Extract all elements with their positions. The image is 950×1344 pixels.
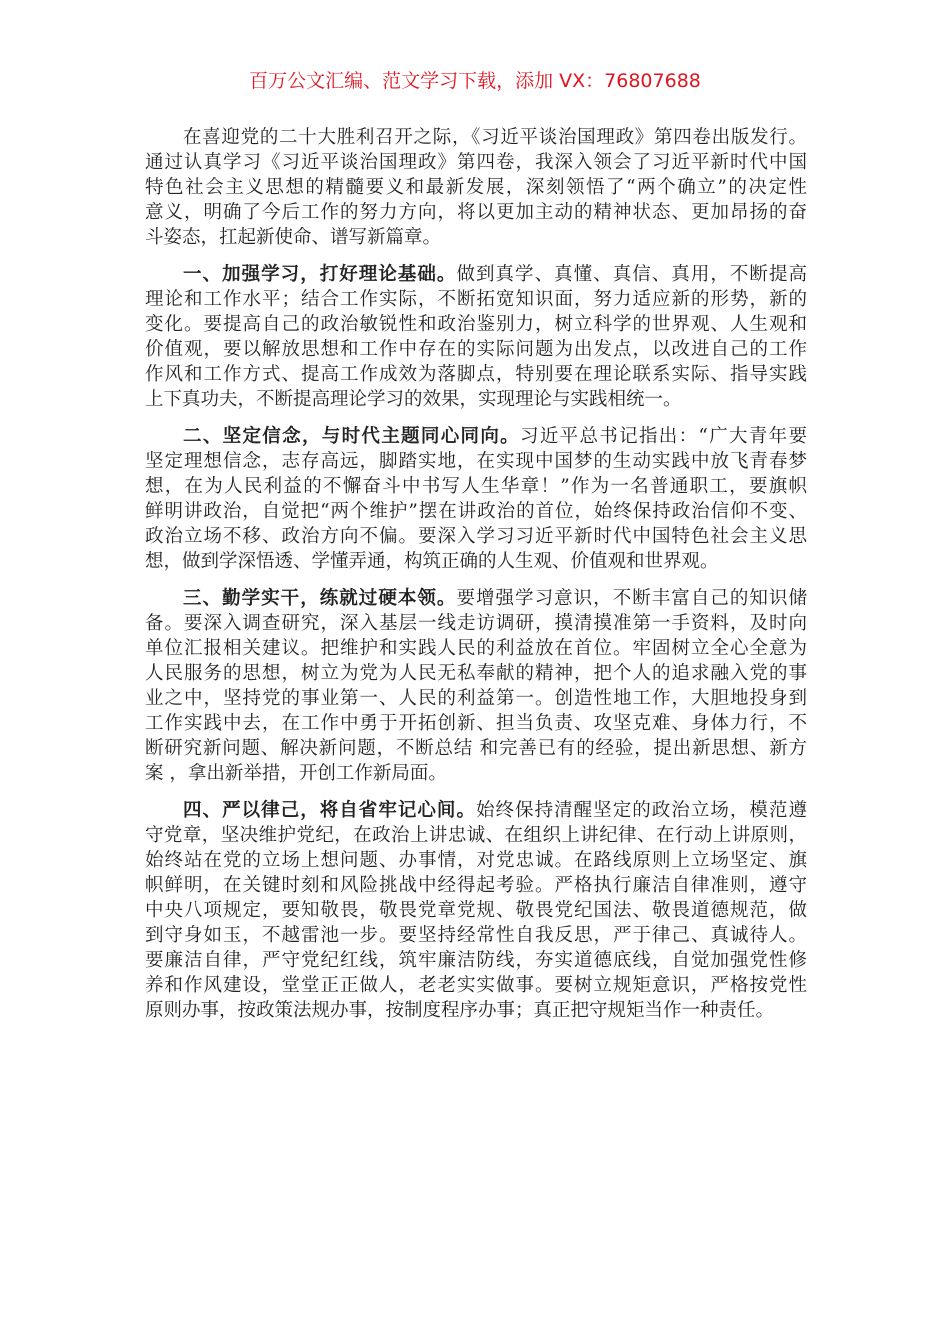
text-line	[145, 175, 807, 200]
section-heading: 一、加强学习，打好理论基础。	[183, 264, 457, 285]
text-line	[145, 686, 807, 711]
text-line	[145, 848, 807, 873]
text-line	[145, 549, 807, 574]
line-text: 在喜迎党的二十大胜利召开之际，《习近平谈治国理政》第四卷出版发行。	[183, 127, 807, 148]
line-text: 要增强学习意识，不断丰富自己的知识储	[456, 588, 807, 609]
line-text: 始终站在党的立场上想问题、办事情，对党忠诚。在路线原则上立场坚定、旗	[145, 850, 807, 871]
line-text: 帜鲜明，在关键时刻和风险挑战中经得起考验。严格执行廉洁自律准则，遵守	[145, 875, 807, 896]
line-text: 始终保持清醒坚定的政治立场，模范遵	[475, 800, 807, 821]
line-text: 备。要深入调查研究，深入基层一线走访调研，摸清摸准第一手资料，及时向	[145, 613, 807, 634]
text-line	[145, 125, 807, 150]
paragraph	[145, 125, 807, 250]
text-line	[145, 736, 807, 761]
text-line	[145, 898, 807, 923]
text-line	[145, 362, 807, 387]
watermark-header: 百万公文汇编、范文学习下载，添加 VX：76807688	[249, 70, 701, 92]
text-line	[145, 823, 807, 848]
text-line	[145, 150, 807, 175]
text-line	[145, 499, 807, 524]
line-text: 价值观，要以解放思想和工作中存在的实际问题为出发点，以改进自己的工作	[145, 339, 807, 360]
text-line	[145, 873, 807, 898]
text-line	[145, 449, 807, 474]
text-line	[145, 287, 807, 312]
line-text: 业之中，坚持党的事业第一、人民的利益第一。创造性地工作，大胆地投身到	[145, 688, 807, 709]
line-text: 断研究新问题、解决新问题，不断总结 和完善已有的经验，提出新思想、新方	[145, 738, 807, 759]
section-heading: 三、勤学实干，练就过硬本领。	[183, 588, 457, 609]
line-text: 习近平总书记指出：“广大青年要	[520, 426, 807, 447]
line-text: 守党章，坚决维护党纪，在政治上讲忠诚、在组织上讲纪律、在行动上讲原则，	[145, 825, 807, 846]
line-text: 通过认真学习《习近平谈治国理政》第四卷，我深入领会了习近平新时代中国	[145, 152, 807, 173]
line-text: 中央八项规定，要知敬畏，敬畏党章党规、敬畏党纪国法、敬畏道德规范，做	[145, 900, 807, 921]
text-line	[145, 923, 807, 948]
line-text: 作风和工作方式、提高工作成效为落脚点，特别要在理论联系实际、指导实践	[145, 364, 807, 385]
line-text: 做到真学、真懂、真信、真用，不断提高	[456, 264, 807, 285]
text-line	[145, 611, 807, 636]
text-line	[145, 337, 807, 362]
text-line	[145, 387, 807, 412]
text-line	[145, 636, 807, 661]
line-text: 坚定理想信念，志存高远，脚踏实地，在实现中国梦的生动实践中放飞青春梦	[145, 451, 807, 472]
text-line	[145, 474, 807, 499]
line-text: 鲜明讲政治，自觉把“两个维护”摆在讲政治的首位，始终保持政治信仰不变、	[145, 501, 807, 522]
line-text: 上下真功夫，不断提高理论学习的效果，实现理论与实践相统一。	[145, 389, 682, 410]
paragraph	[145, 798, 807, 1023]
line-text: 想，做到学深悟透、学懂弄通，构筑正确的人生观、价值观和世界观。	[145, 551, 719, 572]
text-line	[145, 586, 807, 611]
line-text: 特色社会主义思想的精髓要义和最新发展，深刻领悟了“两个确立”的决定性	[145, 177, 807, 198]
text-line	[145, 711, 807, 736]
text-line	[145, 973, 807, 998]
text-line	[145, 424, 807, 449]
line-text: 政治立场不移、政治方向不偏。要深入学习习近平新时代中国特色社会主义思	[145, 526, 807, 547]
text-line	[145, 262, 807, 287]
line-text: 变化。要提高自己的政治敏锐性和政治鉴别力，树立科学的世界观、人生观和	[145, 314, 807, 335]
text-line	[145, 798, 807, 823]
text-line	[145, 312, 807, 337]
line-text: 原则办事，按政策法规办事，按制度程序办事；真正把守规矩当作一种责任。	[145, 1000, 775, 1021]
text-line	[145, 524, 807, 549]
line-text: 人民服务的思想，树立为党为人民无私奉献的精神，把个人的追求融入党的事	[145, 663, 807, 684]
line-text: 养和作风建设，堂堂正正做人，老老实实做事。要树立规矩意识，严格按党性	[145, 975, 807, 996]
line-text: 到守身如玉，不越雷池一步。要坚持经常性自我反思，严于律己、真诚待人。	[145, 925, 807, 946]
text-line	[145, 998, 807, 1023]
section-heading: 四、严以律己，将自省牢记心间。	[183, 800, 476, 821]
line-text: 案 ，拿出新举措，开创工作新局面。	[145, 763, 447, 784]
section-heading: 二、坚定信念，与时代主题同心同向。	[183, 426, 520, 447]
line-text: 要廉洁自律，严守党纪红线，筑牢廉洁防线，夯实道德底线，自觉加强党性修	[145, 950, 807, 971]
text-line	[145, 200, 807, 225]
text-line	[145, 761, 807, 786]
line-text: 工作实践中去，在工作中勇于开拓创新、担当负责、攻坚克难、身体力行，不	[145, 713, 807, 734]
paragraph	[145, 262, 807, 412]
paragraph	[145, 424, 807, 574]
line-text: 想，在为人民利益的不懈奋斗中书写人生华章！”作为一名普通职工，要旗帜	[145, 476, 807, 497]
text-line	[145, 225, 807, 250]
line-text: 单位汇报相关建议。把维护和实践人民的利益放在首位。牢固树立全心全意为	[145, 638, 807, 659]
line-text: 意义，明确了今后工作的努力方向，将以更加主动的精神状态、更加昂扬的奋	[145, 202, 807, 223]
text-line	[145, 948, 807, 973]
text-line	[145, 661, 807, 686]
paragraph	[145, 586, 807, 786]
document-body	[145, 125, 807, 1035]
line-text: 理论和工作水平；结合工作实际，不断拓宽知识面，努力适应新的形势，新的	[145, 289, 807, 310]
line-text: 斗姿态，扛起新使命、谱写新篇章。	[145, 227, 442, 248]
